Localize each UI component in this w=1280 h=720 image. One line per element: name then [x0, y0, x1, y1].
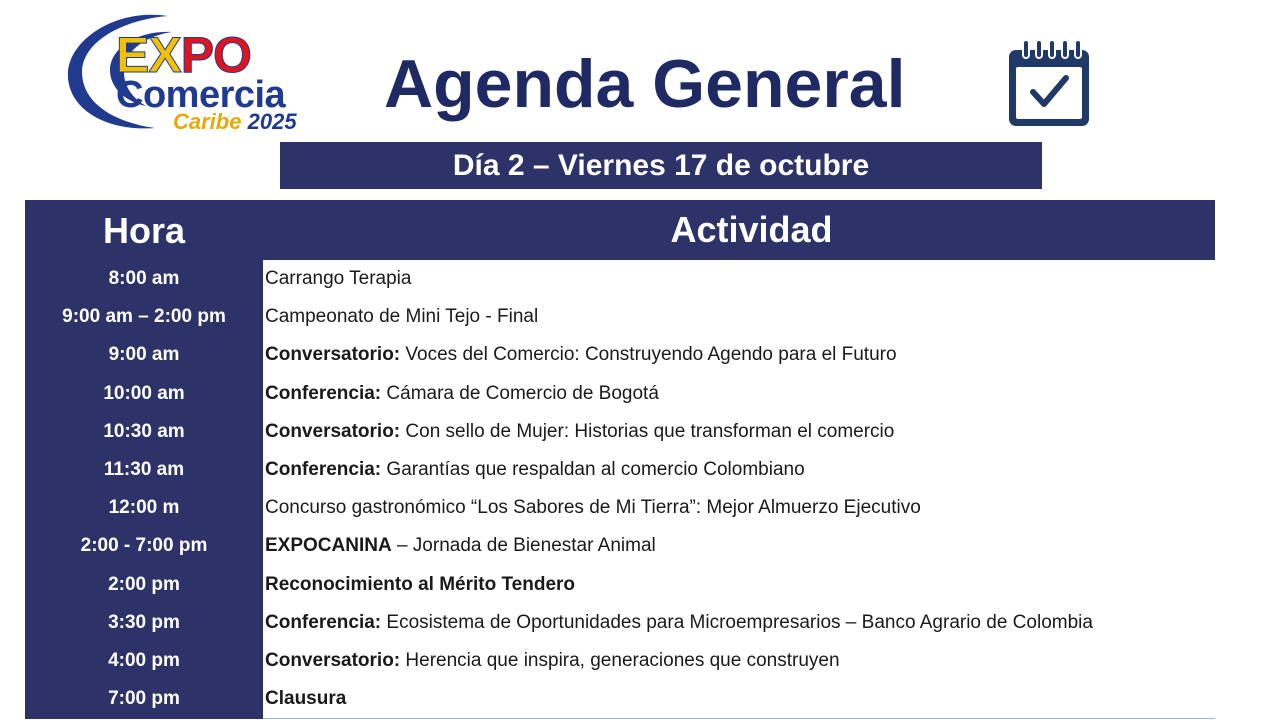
row-activity [263, 336, 1215, 374]
agenda-table [25, 200, 1215, 719]
table-row [25, 680, 1215, 719]
header-activity: Actividad [263, 200, 1215, 260]
activity-text: Con sello de Mujer: Historias que transforman el comercio [400, 420, 895, 442]
row-time: 2:00 - 7:00 pm [25, 527, 263, 565]
activity-type: Conferencia: [265, 611, 382, 633]
table-row [25, 336, 1215, 374]
table-row [25, 413, 1215, 451]
row-time: 12:00 m [25, 489, 263, 527]
table-row [25, 489, 1215, 527]
activity-type: Conversatorio: [265, 420, 401, 442]
row-activity [263, 451, 1215, 489]
table-row [25, 527, 1215, 565]
row-activity [263, 604, 1215, 642]
activity-text: Cámara de Comercio de Bogotá [381, 382, 659, 404]
row-time: 7:00 pm [25, 680, 263, 719]
row-activity [263, 489, 1215, 527]
logo-comercia-text: Comercia [116, 74, 286, 116]
day-banner: Día 2 – Viernes 17 de octubre [280, 142, 1042, 189]
activity-text: Herencia que inspira, generaciones que construyen [400, 649, 840, 671]
activity-type: Reconocimiento al Mérito Tendero [265, 573, 576, 595]
row-time: 11:30 am [25, 451, 263, 489]
expo-comercia-logo [60, 10, 305, 135]
activity-text: – Jornada de Bienestar Animal [391, 535, 656, 557]
activity-type: Conversatorio: [265, 344, 401, 366]
table-row [25, 260, 1215, 298]
calendar-check-icon [1004, 38, 1094, 130]
row-time: 2:00 pm [25, 566, 263, 604]
activity-text: Concurso gastronómico “Los Sabores de Mi Tierra”: Mejor Almuerzo Ejecutivo [265, 497, 921, 519]
table-header-row [25, 200, 1215, 260]
logo-expo-text: EXPO [116, 27, 251, 83]
row-time: 9:00 am [25, 336, 263, 374]
activity-text: Voces del Comercio: Construyendo Agendo para el Futuro [400, 344, 897, 366]
table-row [25, 604, 1215, 642]
header-time: Hora [25, 200, 263, 260]
activity-type: Conferencia: [265, 382, 382, 404]
activity-text: Carrango Terapia [265, 268, 412, 290]
agenda-body [25, 260, 1215, 719]
table-row [25, 566, 1215, 604]
row-activity [263, 642, 1215, 680]
row-time: 9:00 am – 2:00 pm [25, 298, 263, 336]
table-row [25, 298, 1215, 336]
row-time: 3:30 pm [25, 604, 263, 642]
table-row [25, 642, 1215, 680]
row-time: 8:00 am [25, 260, 263, 298]
row-time: 10:30 am [25, 413, 263, 451]
row-activity [263, 527, 1215, 565]
activity-text: Campeonato de Mini Tejo - Final [265, 306, 539, 328]
activity-type: Conversatorio: [265, 649, 401, 671]
table-row [25, 451, 1215, 489]
activity-text: Ecosistema de Oportunidades para Microempresarios – Banco Agrario de Colombia [381, 611, 1093, 633]
activity-type: Conferencia: [265, 459, 382, 481]
activity-type: EXPOCANINA [265, 535, 392, 557]
logo-caribe-text: Caribe 2025 [173, 109, 297, 134]
activity-text: Garantías que respaldan al comercio Colombiano [381, 459, 805, 481]
row-activity [263, 680, 1215, 719]
row-time: 10:00 am [25, 375, 263, 413]
table-row [25, 375, 1215, 413]
page-title: Agenda General [384, 46, 906, 122]
row-activity [263, 260, 1215, 298]
row-activity [263, 413, 1215, 451]
row-activity [263, 566, 1215, 604]
row-activity [263, 298, 1215, 336]
row-activity [263, 375, 1215, 413]
row-time: 4:00 pm [25, 642, 263, 680]
activity-type: Clausura [265, 688, 347, 710]
